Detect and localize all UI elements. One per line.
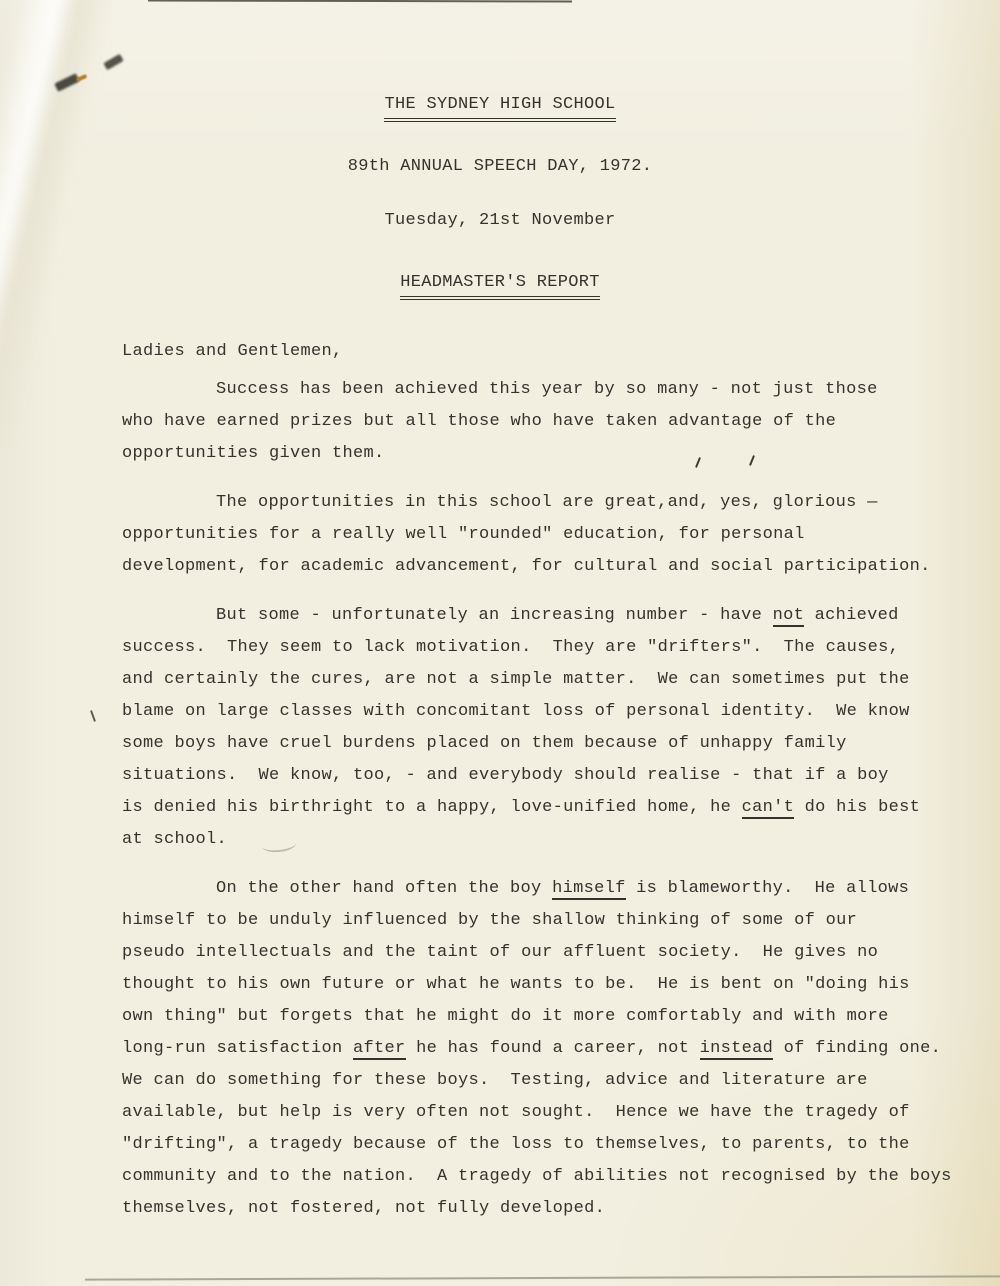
text-segment: opportunities for a really well "rounded" education, for personal bbox=[122, 525, 805, 544]
text-segment: available, but help is very often not sought. Hence we have the tragedy of bbox=[122, 1103, 910, 1122]
paragraph bbox=[122, 487, 960, 583]
text-line bbox=[122, 760, 960, 792]
text-line bbox=[122, 600, 960, 632]
text-segment: own thing" but forgets that he might do it more comfortably and with more bbox=[122, 1007, 889, 1026]
text-line bbox=[122, 374, 960, 406]
text-line bbox=[122, 1161, 960, 1193]
text-line bbox=[122, 632, 960, 664]
text-line bbox=[122, 519, 960, 551]
text-segment: himself to be unduly influenced by the shallow thinking of some of our bbox=[122, 911, 858, 930]
document-body bbox=[0, 336, 1000, 1225]
text-segment: situations. We know, too, - and everybody should realise - that if a boy bbox=[122, 766, 889, 785]
text-segment: On the other hand often the boy bbox=[216, 879, 553, 898]
text-segment: Success has been achieved this year by so many - not just those bbox=[216, 380, 878, 399]
text-segment: achieved bbox=[804, 606, 899, 625]
text-segment: at school. bbox=[122, 830, 228, 849]
underlined-word: can't bbox=[741, 798, 795, 817]
text-segment: some boys have cruel burdens placed on them because of unhappy family bbox=[122, 734, 847, 753]
text-line bbox=[122, 1193, 960, 1225]
text-segment: thought to his own future or what he wants to be. He is bent on "doing his bbox=[122, 975, 910, 994]
text-line bbox=[122, 1033, 960, 1065]
text-line bbox=[122, 969, 960, 1001]
text-line bbox=[122, 696, 960, 728]
text-segment: blame on large classes with concomitant loss of personal identity. We know bbox=[122, 702, 910, 721]
text-segment: is blameworthy. He allows bbox=[625, 879, 910, 898]
text-line bbox=[122, 487, 960, 519]
text-segment: is denied his birthright to a happy, love-unified home, he bbox=[122, 798, 742, 817]
text-line bbox=[122, 1001, 960, 1033]
text-segment: community and to the nation. A tragedy of abilities not recognised by the boys bbox=[122, 1167, 952, 1186]
text-segment: long-run satisfaction bbox=[122, 1039, 354, 1058]
text-line bbox=[122, 438, 960, 470]
underlined-word: instead bbox=[699, 1039, 774, 1058]
text-line bbox=[122, 792, 960, 824]
text-line bbox=[122, 664, 960, 696]
text-segment: of finding one. bbox=[773, 1039, 942, 1058]
text-segment: We can do something for these boys. Testing, advice and literature are bbox=[122, 1071, 868, 1090]
paragraph bbox=[122, 873, 960, 1225]
report-title: HEADMASTER'S REPORT bbox=[400, 272, 600, 300]
text-line bbox=[122, 406, 960, 438]
text-segment: and certainly the cures, are not a simple matter. We can sometimes put the bbox=[122, 670, 910, 689]
text-segment: But some - unfortunately an increasing number - have bbox=[216, 606, 773, 625]
text-line bbox=[122, 873, 960, 905]
text-segment: opportunities given them. bbox=[122, 444, 385, 463]
paragraph bbox=[122, 374, 960, 470]
text-line bbox=[122, 551, 960, 583]
text-segment: pseudo intellectuals and the taint of our affluent society. He gives no bbox=[122, 943, 879, 962]
text-segment: themselves, not fostered, not fully developed. bbox=[122, 1199, 606, 1218]
underlined-word: not bbox=[772, 606, 805, 625]
underlined-word: after bbox=[353, 1039, 406, 1058]
text-segment: he has found a career, not bbox=[405, 1039, 700, 1058]
text-line bbox=[122, 1097, 960, 1129]
heading-block bbox=[0, 0, 1000, 300]
underlined-word: himself bbox=[552, 879, 626, 898]
scan-edge-bottom bbox=[85, 1275, 1000, 1280]
event-date: Tuesday, 21st November bbox=[384, 211, 616, 230]
text-line bbox=[122, 824, 960, 856]
text-segment: "drifting", a tragedy because of the loss to themselves, to parents, to the bbox=[122, 1135, 910, 1154]
school-title: THE SYDNEY HIGH SCHOOL bbox=[384, 94, 615, 122]
text-line bbox=[122, 1129, 960, 1161]
event-title: 89th ANNUAL SPEECH DAY, 1972. bbox=[347, 157, 653, 176]
text-line bbox=[122, 937, 960, 969]
text-line bbox=[122, 905, 960, 937]
text-segment: do his best bbox=[794, 798, 921, 817]
text-line bbox=[122, 728, 960, 760]
text-segment: The opportunities in this school are great,and, yes, glorious — bbox=[216, 493, 878, 512]
salutation: Ladies and Gentlemen, bbox=[122, 342, 343, 361]
text-line bbox=[122, 1065, 960, 1097]
paragraph bbox=[122, 600, 960, 856]
text-segment: who have earned prizes but all those who have taken advantage of the bbox=[122, 412, 837, 431]
text-segment: development, for academic advancement, for cultural and social participation. bbox=[122, 557, 931, 576]
text-segment: success. They seem to lack motivation. They are "drifters". The causes, bbox=[122, 638, 900, 657]
